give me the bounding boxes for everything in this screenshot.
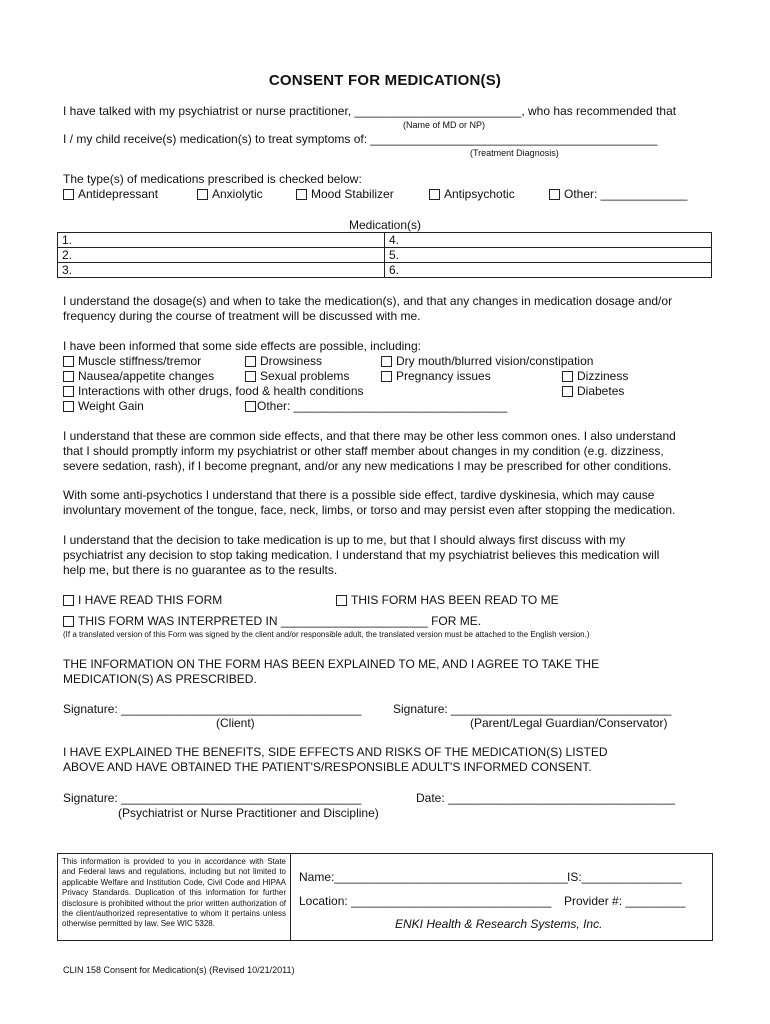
side-effects-heading: I have been informed that some side effects are possible, including:: [63, 339, 421, 353]
medication-field[interactable]: 3.: [58, 263, 385, 278]
type-antipsychotic[interactable]: [429, 187, 515, 202]
type-label: Antidepressant: [78, 187, 159, 201]
medication-field[interactable]: 5.: [385, 248, 712, 263]
checkbox[interactable]: [245, 371, 256, 382]
agree-paragraph: [63, 657, 599, 687]
interpreted-suffix: FOR ME.: [427, 614, 482, 628]
intro-line-1: [63, 104, 676, 119]
form-footer: CLIN 158 Consent for Medication(s) (Revised 10/21/2011): [63, 965, 295, 975]
md-name-field[interactable]: _________________________: [354, 104, 522, 118]
provider-field[interactable]: Provider #: _________: [564, 894, 686, 908]
checkbox[interactable]: [197, 189, 208, 200]
side-effect-label: Nausea/appetite changes: [78, 369, 215, 383]
guardian-signature-field[interactable]: Signature: _________________________________: [393, 702, 672, 716]
side-effect-label: Muscle stiffness/tremor: [78, 354, 202, 368]
practitioner-label: (Psychiatrist or Nurse Practitioner and Discipline): [118, 806, 379, 820]
medication-field[interactable]: 2.: [58, 248, 385, 263]
side-effect-label: Weight Gain: [78, 399, 144, 413]
practitioner-signature-field[interactable]: Signature: ____________________________________: [63, 791, 362, 805]
side-effect-interactions[interactable]: [63, 384, 364, 399]
checkbox[interactable]: [381, 356, 392, 367]
explained-paragraph: [63, 745, 608, 775]
dosage-paragraph: [63, 294, 672, 324]
type-label: Antipsychotic: [444, 187, 515, 201]
company-name: ENKI Health & Research Systems, Inc.: [395, 917, 603, 931]
paragraph-line: With some anti-psychotics I understand that there is a possible side effect, tardive dyskinesia, which may cause: [63, 488, 655, 502]
side-effect-label: Drowsiness: [260, 354, 323, 368]
paragraph-line: that I should promptly inform my psychiatrist or other staff member about changes in my condition (e.g. dizziness,: [63, 444, 664, 458]
side-effect-other[interactable]: [245, 399, 507, 414]
interpreted-option[interactable]: [63, 614, 481, 629]
paragraph-line: severe sedation, rash), if I become pregnant, and/or any new medications I may be prescribed for other conditions.: [63, 459, 672, 473]
type-label: Other: _____________: [564, 187, 688, 201]
paragraph-line: THE INFORMATION ON THE FORM HAS BEEN EXPLAINED TO ME, AND I AGREE TO TAKE THE: [63, 657, 600, 671]
is-field[interactable]: IS:_______________: [567, 870, 682, 884]
checkbox[interactable]: [63, 401, 74, 412]
guardian-label: (Parent/Legal Guardian/Conservator): [470, 716, 668, 730]
medications-heading: Medication(s): [348, 218, 422, 232]
checkbox[interactable]: [296, 189, 307, 200]
table-row: [58, 233, 712, 248]
common-effects-paragraph: [63, 429, 676, 474]
medication-field[interactable]: 1.: [58, 233, 385, 248]
side-effect-label: Dry mouth/blurred vision/constipation: [396, 354, 594, 368]
md-name-note: (Name of MD or NP): [403, 120, 486, 130]
type-label: Mood Stabilizer: [311, 187, 394, 201]
location-field[interactable]: Location: ______________________________: [299, 894, 552, 908]
paragraph-line: I understand that the decision to take medication is up to me, but that I should always first discuss with my: [63, 533, 626, 547]
checkbox[interactable]: [63, 189, 74, 200]
type-antidepressant[interactable]: [63, 187, 158, 202]
side-effect-label: Pregnancy issues: [396, 369, 491, 383]
side-effect-diabetes[interactable]: [562, 384, 624, 399]
client-info-box: [291, 853, 713, 941]
side-effect-dry-mouth[interactable]: [381, 354, 593, 369]
types-heading: The type(s) of medications prescribed is checked below:: [63, 172, 362, 186]
paragraph-line: I HAVE EXPLAINED THE BENEFITS, SIDE EFFECTS AND RISKS OF THE MEDICATION(S) LISTED: [63, 745, 608, 759]
side-effect-weight[interactable]: [63, 399, 144, 414]
date-field[interactable]: Date: __________________________________: [416, 791, 675, 805]
name-field[interactable]: Name:___________________________________: [299, 870, 568, 884]
side-effect-label: Dizziness: [577, 369, 629, 383]
side-effect-drowsiness[interactable]: [245, 354, 322, 369]
side-effect-label: Interactions with other drugs, food & health conditions: [78, 384, 364, 398]
disclaimer-box: This information is provided to you in accordance with State and Federal laws and regulations, including but not limited to applicable Welfare and Institution Code, Civil Code and HIPAA Privacy Standards. Duplication of this information for further disclosure is prohibited without the prior written authorization of the client/authorized representative to whom it pertains unless otherwise permitted by law. See WIC 5328.: [57, 853, 291, 941]
read-form-label: I HAVE READ THIS FORM: [78, 593, 223, 607]
checkbox[interactable]: [336, 595, 347, 606]
paragraph-line: I understand the dosage(s) and when to take the medication(s), and that any changes in medication dosage and/or: [63, 294, 673, 308]
translation-note: (If a translated version of this Form was signed by the client and/or responsible adult, the translated version must be attached to the English version.): [63, 630, 590, 639]
side-effect-muscle[interactable]: [63, 354, 201, 369]
paragraph-line: help me, but there is no guarantee as to the results.: [63, 563, 338, 577]
table-row: [58, 248, 712, 263]
checkbox[interactable]: [63, 371, 74, 382]
paragraph-line: MEDICATION(S) AS PRESCRIBED.: [63, 672, 257, 686]
paragraph-line: involuntary movement of the tongue, face, neck, limbs, or torso and may persist even after stopping the medication.: [63, 503, 676, 517]
page-title: CONSENT FOR MEDICATION(S): [268, 72, 502, 89]
type-mood-stabilizer[interactable]: [296, 187, 394, 202]
checkbox[interactable]: [63, 386, 74, 397]
paragraph-line: ABOVE AND HAVE OBTAINED THE PATIENT'S/RESPONSIBLE ADULT'S INFORMED CONSENT.: [63, 760, 592, 774]
checkbox[interactable]: [63, 616, 74, 627]
decision-paragraph: [63, 533, 659, 578]
read-to-me-label: THIS FORM HAS BEEN READ TO ME: [351, 593, 559, 607]
side-effect-dizziness[interactable]: [562, 369, 628, 384]
side-effect-nausea[interactable]: [63, 369, 214, 384]
checkbox[interactable]: [63, 356, 74, 367]
table-row: [58, 263, 712, 278]
checkbox[interactable]: [549, 189, 560, 200]
type-other[interactable]: [549, 187, 687, 202]
tardive-paragraph: [63, 488, 675, 518]
paragraph-line: frequency during the course of treatment will be discussed with me.: [63, 309, 421, 323]
checkbox[interactable]: [562, 386, 573, 397]
client-signature-field[interactable]: Signature: ____________________________________: [63, 702, 362, 716]
interpreted-label: THIS FORM WAS INTERPRETED IN: [78, 614, 281, 628]
language-field[interactable]: ______________________: [280, 614, 428, 628]
checkbox[interactable]: [245, 356, 256, 367]
checkbox[interactable]: [245, 401, 256, 412]
client-label: (Client): [216, 716, 255, 730]
side-effect-label: Diabetes: [577, 384, 625, 398]
paragraph-line: psychiatrist any decision to stop taking medication. I understand that my psychiatrist believes this medication will: [63, 548, 660, 562]
medication-field[interactable]: 6.: [385, 263, 712, 278]
checkbox[interactable]: [562, 371, 573, 382]
intro-line-1-suffix: , who has recommended that: [521, 104, 677, 118]
checkbox[interactable]: [63, 595, 74, 606]
intro-line-2-text: I / my child receive(s) medication(s) to treat symptoms of:: [63, 132, 371, 146]
type-anxiolytic[interactable]: [197, 187, 263, 202]
side-effect-pregnancy[interactable]: [381, 369, 491, 384]
read-form-option[interactable]: [63, 593, 222, 608]
diagnosis-note: (Treatment Diagnosis): [470, 148, 559, 158]
side-effect-label: Sexual problems: [260, 369, 350, 383]
medications-table: [57, 232, 712, 278]
read-to-me-option[interactable]: [336, 593, 559, 608]
intro-line-2: [63, 132, 657, 147]
checkbox[interactable]: [381, 371, 392, 382]
side-effect-label: Other: ________________________________: [257, 399, 508, 413]
intro-line-1-text: I have talked with my psychiatrist or nurse practitioner,: [63, 104, 355, 118]
type-label: Anxiolytic: [212, 187, 263, 201]
diagnosis-field[interactable]: ___________________________________________: [370, 132, 658, 146]
side-effect-sexual[interactable]: [245, 369, 349, 384]
medication-field[interactable]: 4.: [385, 233, 712, 248]
paragraph-line: I understand that these are common side effects, and that there may be other less common ones. I also understand: [63, 429, 676, 443]
checkbox[interactable]: [429, 189, 440, 200]
